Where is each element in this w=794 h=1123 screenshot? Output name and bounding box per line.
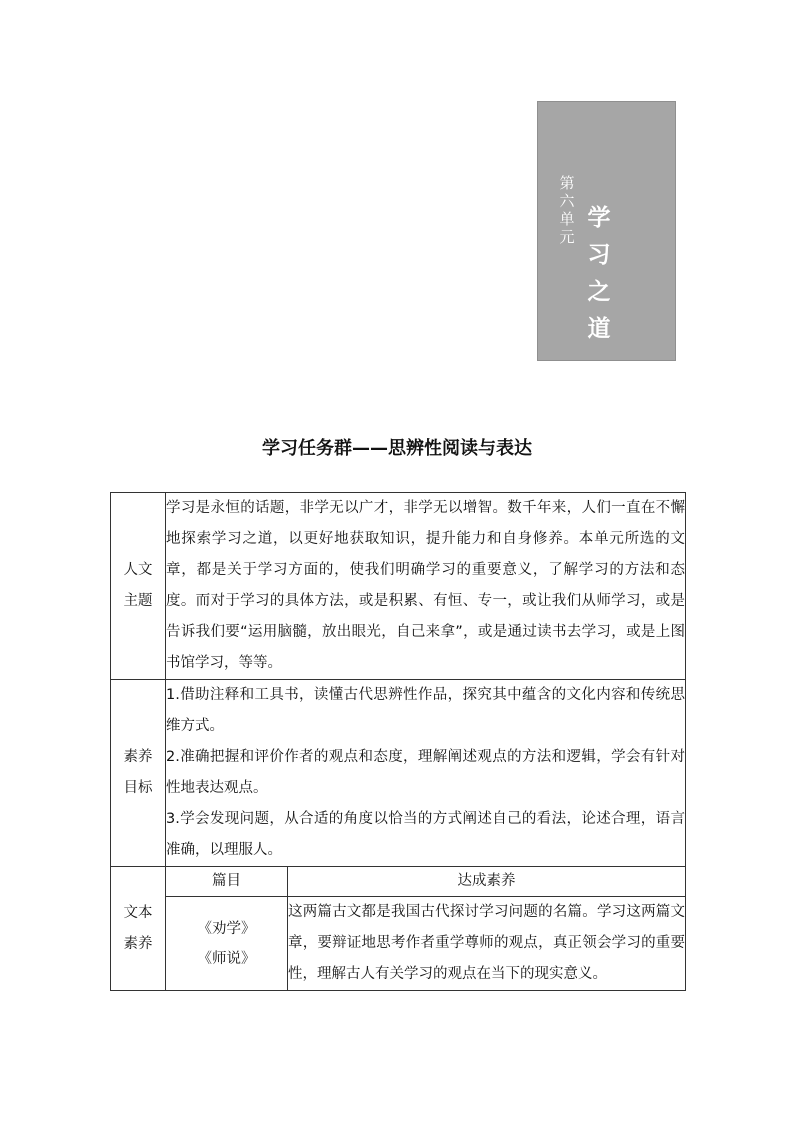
humanities-text <box>166 493 686 680</box>
row-label-line: 素养 <box>123 935 153 952</box>
table-row-humanities <box>111 493 686 680</box>
col-header-literacy: 达成素养 <box>288 867 686 897</box>
table-row-literacy-goals <box>111 680 686 867</box>
article-literacy-description: 这两篇古文都是我国古代探讨学习问题的名篇。学习这两篇文章，要辩证地思考作者重学尊师的观点，真正领会学习的重要性，理解古人有关学习的观点在当下的现实意义。 <box>288 897 686 991</box>
unit-overview-table <box>110 492 686 991</box>
unit-banner <box>537 101 676 361</box>
article-titles <box>166 897 288 991</box>
unit-number-char: 单 <box>559 210 575 228</box>
unit-number <box>558 174 576 246</box>
unit-number-char: 第 <box>559 174 575 192</box>
unit-title-char: 习 <box>587 242 611 268</box>
row-label-line: 主题 <box>123 593 153 609</box>
unit-title <box>584 200 614 348</box>
unit-title-char: 道 <box>587 316 611 342</box>
row-label-line: 目标 <box>123 780 153 796</box>
article-title: 《劝学》 <box>197 920 256 937</box>
humanities-paragraph: 学习是永恒的话题，非学无以广才，非学无以增智。数千年来，人们一直在不懈地探索学习之道，以更好地获取知识，提升能力和自身修养。本单元所选的文章，都是关于学习方面的，使我们明确学习的重要意义，了解学习的方法和态度。而对于学习的具体方法，或是积累、有恒、专一，或让我们从师学习，或是告诉我们要“运用脑髓，放出眼光，自己来拿”，或是通过读书去学习，或是上图书馆学习，等等。 <box>166 500 686 671</box>
unit-title-char: 之 <box>587 279 611 305</box>
table-row <box>111 897 686 991</box>
article-title: 《师说》 <box>197 950 256 967</box>
goal-item: 1.借助注释和工具书，读懂古代思辨性作品，探究其中蕴含的文化内容和传统思维方式。 <box>166 687 686 734</box>
row-label-line: 素养 <box>123 749 153 765</box>
col-header-titles: 篇目 <box>166 867 288 897</box>
row-label-literacy-goals <box>111 680 166 867</box>
row-label-text-literacy <box>111 867 166 991</box>
table-row-text-literacy-header <box>111 867 686 897</box>
unit-number-char: 元 <box>559 228 575 246</box>
row-label-line: 文本 <box>123 904 153 921</box>
unit-title-char: 学 <box>587 205 611 231</box>
row-label-line: 人文 <box>123 562 153 578</box>
unit-number-char: 六 <box>559 192 575 210</box>
goal-item: 3.学会发现问题，从合适的角度以恰当的方式阐述自己的看法，论述合理，语言准确，以理服人。 <box>166 811 686 858</box>
row-label-humanities <box>111 493 166 680</box>
literacy-goals-list <box>166 680 686 867</box>
page-title: 学习任务群——思辨性阅读与表达 <box>262 438 532 459</box>
goal-item: 2.准确把握和评价作者的观点和态度，理解阐述观点的方法和逻辑，学会有针对性地表达观点。 <box>166 749 686 796</box>
